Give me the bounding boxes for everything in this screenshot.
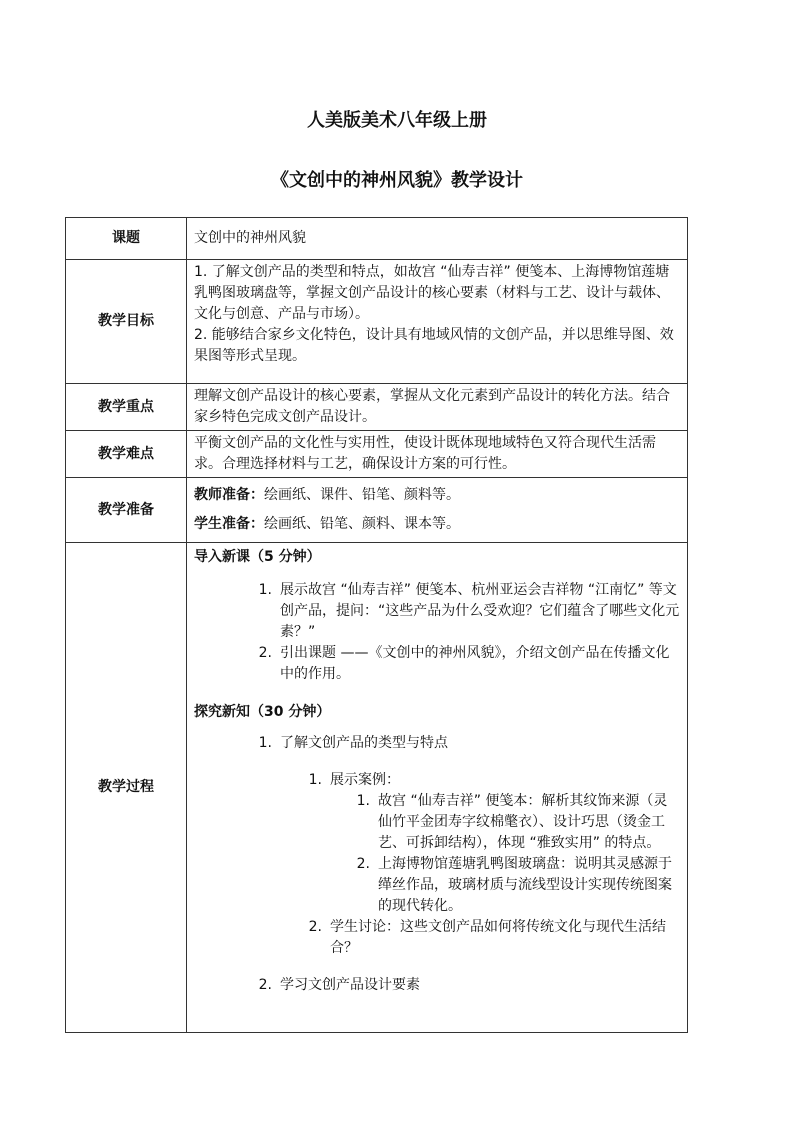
explore-item-num: 1.	[258, 735, 272, 751]
row-key	[66, 384, 688, 431]
value-prep	[187, 478, 688, 543]
label-prep: 教学准备	[66, 478, 187, 543]
sub-list	[304, 770, 681, 959]
subsub-item-num: 1.	[356, 793, 370, 809]
subsub-item-text: 故宫 “仙寿吉祥” 便笺本：解析其纹饰来源（灵仙竹平金团寿字纹棉氅衣）、设计巧思（烫金工艺、可拆卸结构），体现 “雅致实用” 的特点。	[378, 793, 668, 851]
explore-heading: 探究新知（30 分钟）	[194, 704, 331, 720]
label-difficult: 教学难点	[66, 431, 187, 478]
prep-student-label: 学生准备：	[194, 516, 264, 532]
subsub-item-num: 2.	[356, 856, 370, 872]
label-process: 教学过程	[66, 543, 187, 1033]
explore-item-num: 2.	[258, 977, 272, 993]
intro-item	[254, 643, 681, 685]
sub-item-num: 1.	[308, 772, 322, 788]
sub-item-num: 2.	[308, 919, 322, 935]
explore-item-text: 了解文创产品的类型与特点	[280, 735, 448, 751]
intro-list	[254, 580, 681, 685]
intro-item-num: 1.	[258, 582, 272, 598]
sub-item-text: 学生讨论：这些文创产品如何将传统文化与现代生活结合？	[330, 919, 666, 956]
intro-item-text: 展示故宫 “仙寿吉祥” 便笺本、杭州亚运会吉祥物 “江南忆” 等文创产品，提问：“这些产品为什么受欢迎？它们蕴含了哪些文化元素？”	[280, 582, 680, 640]
intro-heading: 导入新课（5 分钟）	[194, 549, 321, 565]
doc-subtitle: 《文创中的神州风貌》教学设计	[271, 170, 523, 191]
row-goals	[66, 260, 688, 384]
doc-title: 人美版美术八年级上册	[307, 110, 487, 131]
explore-item	[254, 733, 681, 754]
subsub-item	[352, 854, 681, 917]
sub-item-text: 展示案例：	[330, 772, 400, 788]
sub-item	[304, 770, 681, 791]
row-process	[66, 543, 688, 1033]
prep-teacher	[194, 485, 681, 506]
sub-item	[304, 917, 681, 959]
prep-student	[194, 514, 681, 535]
row-topic	[66, 218, 688, 260]
goal-2: 2. 能够结合家乡文化特色，设计具有地域风情的文创产品，并以思维导图、效果图等形式呈现。	[194, 327, 674, 364]
subsub-list	[352, 791, 681, 917]
lesson-plan-table	[65, 217, 688, 1033]
goal-1: 1. 了解文创产品的类型和特点，如故宫 “仙寿吉祥” 便笺本、上海博物馆莲塘乳鸭图玻璃盘等，掌握文创产品设计的核心要素（材料与工艺、设计与载体、文化与创意、产品与市场）。	[194, 264, 670, 322]
value-topic: 文创中的神州风貌	[187, 218, 688, 260]
explore-list	[254, 733, 681, 996]
explore-item-text: 学习文创产品设计要素	[280, 977, 420, 993]
label-topic: 课题	[66, 218, 187, 260]
value-difficult: 平衡文创产品的文化性与实用性，使设计既体现地域特色又符合现代生活需求。合理选择材料与工艺，确保设计方案的可行性。	[187, 431, 688, 478]
label-key: 教学重点	[66, 384, 187, 431]
row-difficult	[66, 431, 688, 478]
value-goals	[187, 260, 688, 384]
row-prep	[66, 478, 688, 543]
subsub-item	[352, 791, 681, 854]
intro-item-num: 2.	[258, 645, 272, 661]
value-key: 理解文创产品设计的核心要素，掌握从文化元素到产品设计的转化方法。结合家乡特色完成文创产品设计。	[187, 384, 688, 431]
intro-item-text: 引出课题 ——《文创中的神州风貌》，介绍文创产品在传播文化中的作用。	[280, 645, 670, 682]
intro-item	[254, 580, 681, 643]
prep-student-value: 绘画纸、铅笔、颜料、课本等。	[264, 516, 460, 532]
explore-item	[254, 975, 681, 996]
subsub-item-text: 上海博物馆莲塘乳鸭图玻璃盘：说明其灵感源于缂丝作品，玻璃材质与流线型设计实现传统图案的现代转化。	[378, 856, 672, 914]
prep-teacher-value: 绘画纸、课件、铅笔、颜料等。	[264, 487, 460, 503]
label-goals: 教学目标	[66, 260, 187, 384]
prep-teacher-label: 教师准备：	[194, 487, 264, 503]
value-process	[187, 543, 688, 1033]
